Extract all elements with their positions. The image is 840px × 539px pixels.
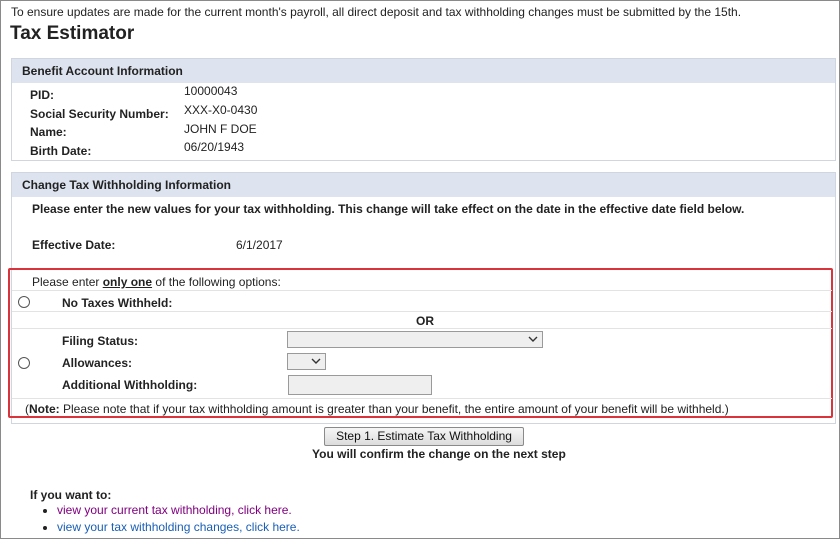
change-withholding-header: Change Tax Withholding Information [12, 173, 835, 197]
allowances-select[interactable] [287, 353, 326, 370]
birth-date-value: 06/20/1943 [184, 140, 245, 154]
no-taxes-label: No Taxes Withheld: [62, 296, 173, 310]
birth-date-label: Birth Date: [30, 144, 92, 158]
page-title: Tax Estimator [10, 23, 135, 44]
options-emphasis: only one [102, 275, 153, 289]
note-open-paren: ( [25, 402, 29, 416]
name-label: Name: [30, 125, 67, 139]
quick-links-list [45, 503, 300, 537]
view-withholding-changes-link[interactable]: view your tax withholding changes, click here. [57, 520, 300, 534]
name-value: JOHN F DOE [184, 122, 257, 136]
confirm-next-step-text: You will confirm the change on the next step [312, 447, 566, 461]
withholding-note [25, 402, 729, 416]
options-prefix: Please enter [32, 275, 103, 289]
allowances-label: Allowances: [62, 356, 133, 370]
filing-status-radio[interactable] [18, 357, 30, 369]
payroll-notice: To ensure updates are made for the current month's payroll, all direct deposit and tax withholding changes must be submitted by the 15th. [11, 5, 742, 19]
filing-status-select[interactable] [287, 331, 543, 348]
options-instruction [32, 275, 281, 289]
no-taxes-radio[interactable] [18, 296, 30, 308]
if-you-want-heading: If you want to: [30, 488, 112, 502]
divider [12, 311, 832, 312]
benefit-account-header: Benefit Account Information [12, 59, 835, 83]
or-separator: OR [416, 314, 434, 328]
view-current-withholding-link[interactable]: view your current tax withholding, click here. [57, 503, 292, 517]
list-item [57, 520, 300, 534]
effective-date-label: Effective Date: [32, 238, 116, 252]
withholding-instructions: Please enter the new values for your tax withholding. This change will take effect on the date in the effective date field below. [32, 202, 745, 216]
chevron-down-icon [311, 355, 321, 367]
ssn-value: XXX-X0-0430 [184, 103, 258, 117]
effective-date-value: 6/1/2017 [236, 238, 283, 252]
additional-withholding-input[interactable] [288, 375, 432, 395]
note-prefix: Note: [29, 402, 60, 416]
estimate-withholding-button[interactable]: Step 1. Estimate Tax Withholding [324, 427, 524, 446]
divider [12, 398, 832, 399]
divider [12, 328, 832, 329]
pid-label: PID: [30, 88, 54, 102]
note-text: Please note that if your tax withholding amount is greater than your benefit, the entire amount of your benefit will be withheld.) [59, 402, 729, 416]
divider [12, 290, 832, 291]
chevron-down-icon [528, 333, 538, 345]
list-item [57, 503, 300, 517]
options-suffix: of the following options: [152, 275, 281, 289]
ssn-label: Social Security Number: [30, 107, 169, 121]
filing-status-label: Filing Status: [62, 334, 138, 348]
additional-withholding-label: Additional Withholding: [62, 378, 198, 392]
pid-value: 10000043 [184, 84, 238, 98]
